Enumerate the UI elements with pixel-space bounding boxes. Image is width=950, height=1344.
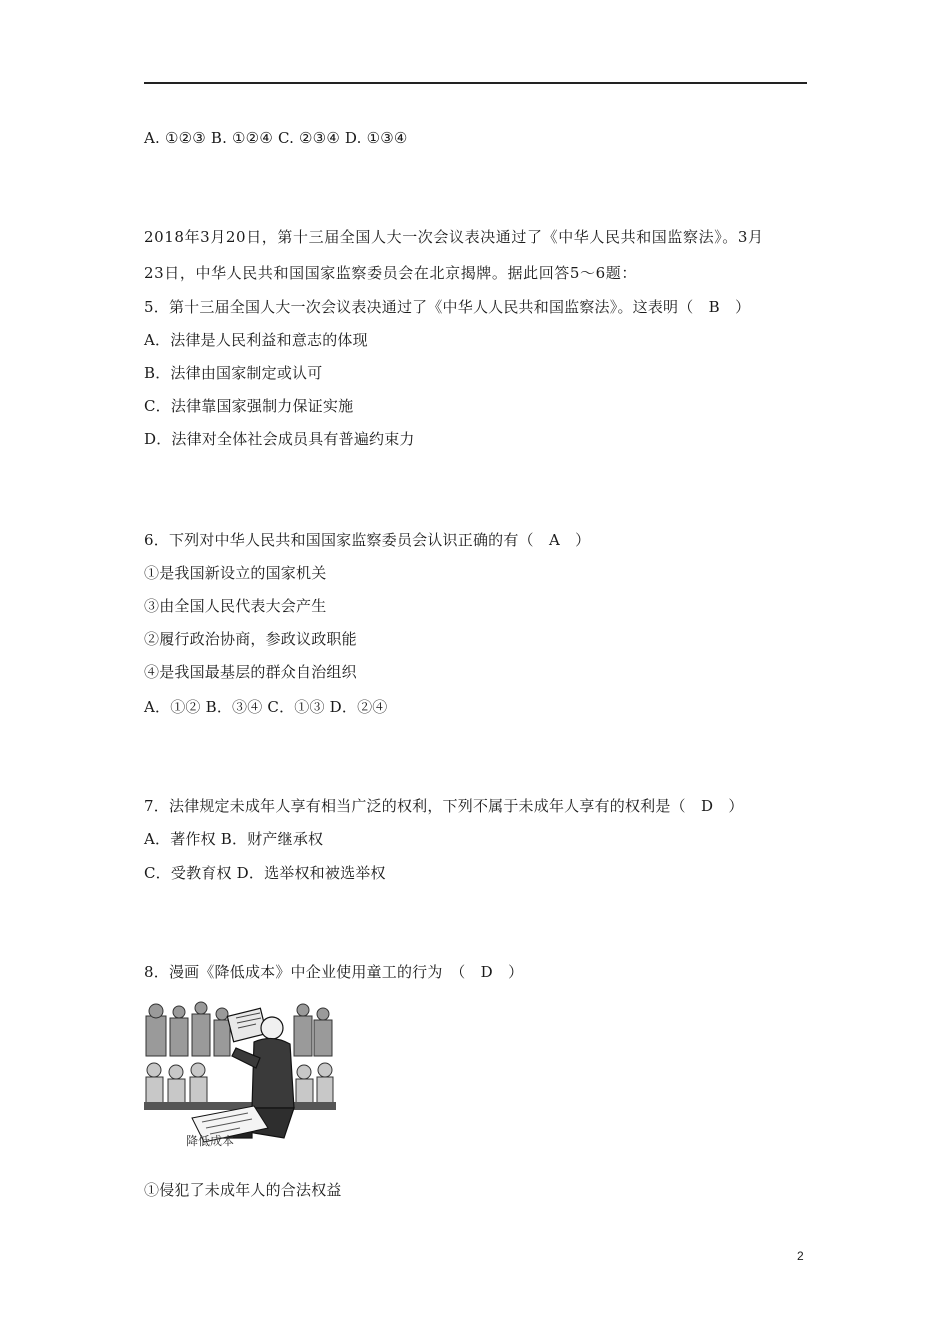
q5-option-b: B．法律由国家制定或认可 [144, 364, 323, 382]
q6-item-2: ②履行政治协商，参政议政职能 [144, 630, 357, 648]
q8-stem: 8．漫画《降低成本》中企业使用童工的行为 （ D ） [144, 963, 524, 981]
q6-stem: 6．下列对中华人民共和国国家监察委员会认识正确的有（ A ） [144, 531, 591, 549]
intro-line-2: 23日，中华人民共和国国家监察委员会在北京揭牌。据此回答5～6题： [144, 264, 637, 282]
q4-options: A. ①②③ B. ①②④ C. ②③④ D. ①③④ [144, 129, 408, 147]
q7-options-ab: A．著作权 B．财产继承权 [144, 830, 324, 848]
cartoon-caption: 降低成本 [186, 1134, 235, 1148]
q7-options-cd: C．受教育权 D．选举权和被选举权 [144, 864, 386, 882]
q6-item-4: ④是我国最基层的群众自治组织 [144, 663, 357, 681]
q7-stem: 7．法律规定未成年人享有相当广泛的权利，下列不属于未成年人享有的权利是（ D ） [144, 797, 744, 815]
page-number: 2 [797, 1249, 804, 1263]
q6-item-3: ③由全国人民代表大会产生 [144, 597, 327, 615]
q5-option-a: A．法律是人民利益和意志的体现 [144, 331, 368, 349]
q6-options: A．①② B．③④ C．①③ D．②④ [144, 698, 388, 716]
q5-option-d: D．法律对全体社会成员具有普遍约束力 [144, 430, 415, 448]
header-rule [144, 82, 807, 84]
q5-option-c: C．法律靠国家强制力保证实施 [144, 397, 354, 415]
q8-item-1: ①侵犯了未成年人的合法权益 [144, 1181, 342, 1199]
q6-item-1: ①是我国新设立的国家机关 [144, 564, 327, 582]
q5-stem: 5．第十三届全国人大一次会议表决通过了《中华人人民共和国监察法》。这表明（ B ） [144, 298, 751, 316]
intro-line-1: 2018年3月20日，第十三届全国人大一次会议表决通过了《中华人民共和国监察法》。3月 [144, 228, 764, 246]
cartoon-image [144, 998, 336, 1156]
